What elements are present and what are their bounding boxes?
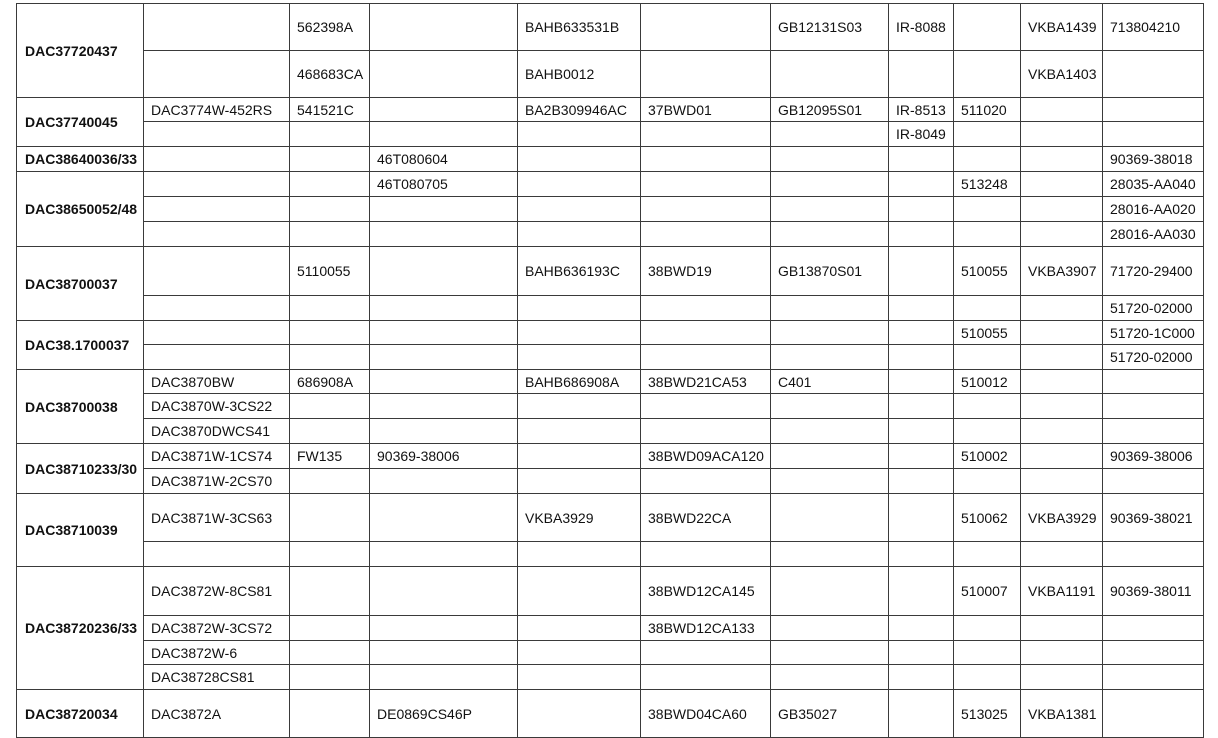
table-cell (889, 665, 954, 690)
table-cell (954, 51, 1021, 98)
table-cell (771, 641, 889, 665)
table-cell: 510012 (954, 370, 1021, 394)
table-cell (771, 172, 889, 197)
table-cell (954, 641, 1021, 665)
table-cell (370, 4, 518, 51)
table-cell: DAC3870DWCS41 (144, 419, 290, 444)
table-cell: 38BWD09ACA120 (641, 444, 771, 469)
table-cell: 541521C (290, 98, 370, 122)
table-row (17, 172, 1204, 197)
table-cell: VKBA1403 (1021, 51, 1103, 98)
table-cell (771, 122, 889, 147)
table-cell (641, 321, 771, 345)
table-cell (290, 122, 370, 147)
table-cell: 90369-38006 (1103, 444, 1204, 469)
table-row (17, 616, 1204, 641)
table-cell: 46T080604 (370, 147, 518, 172)
table-cell (290, 494, 370, 542)
table-cell (641, 122, 771, 147)
table-cell: 562398A (290, 4, 370, 51)
table-cell (771, 51, 889, 98)
table-cell: 38BWD19 (641, 247, 771, 296)
table-cell (1021, 321, 1103, 345)
table-cell: 90369-38018 (1103, 147, 1204, 172)
table-cell: DAC38728CS81 (144, 665, 290, 690)
table-cell (290, 567, 370, 616)
table-cell: 28016-AA030 (1103, 222, 1204, 247)
table-cell (641, 51, 771, 98)
table-cell (889, 469, 954, 494)
table-cell (889, 641, 954, 665)
table-cell (370, 394, 518, 419)
table-cell (771, 444, 889, 469)
table-cell (290, 222, 370, 247)
table-cell (889, 321, 954, 345)
table-cell (954, 147, 1021, 172)
table-cell (889, 444, 954, 469)
table-cell: 511020 (954, 98, 1021, 122)
table-cell (144, 51, 290, 98)
table-cell (290, 665, 370, 690)
table-cell (518, 567, 641, 616)
table-cell: 510055 (954, 247, 1021, 296)
table-cell (771, 296, 889, 321)
table-cell (1021, 542, 1103, 567)
table-cell (290, 172, 370, 197)
table-cell (1103, 616, 1204, 641)
table-cell (144, 4, 290, 51)
table-cell (370, 469, 518, 494)
table-cell (290, 394, 370, 419)
table-cell (771, 665, 889, 690)
table-row (17, 247, 1204, 296)
table-cell: DAC3871W-2CS70 (144, 469, 290, 494)
table-cell: 510055 (954, 321, 1021, 345)
table-row (17, 394, 1204, 419)
table-cell (518, 665, 641, 690)
table-cell: BAHB686908A (518, 370, 641, 394)
part-number-cell: DAC38710233/30 (17, 444, 144, 494)
table-cell (954, 222, 1021, 247)
table-cell: VKBA1439 (1021, 4, 1103, 51)
table-cell (771, 419, 889, 444)
table-cell (290, 616, 370, 641)
table-cell (518, 616, 641, 641)
table-cell: 5110055 (290, 247, 370, 296)
table-cell (1021, 641, 1103, 665)
table-cell (370, 247, 518, 296)
table-cell (370, 345, 518, 370)
table-cell (641, 222, 771, 247)
table-cell (1021, 296, 1103, 321)
table-cell (370, 567, 518, 616)
table-cell: VKBA3929 (518, 494, 641, 542)
table-cell (370, 370, 518, 394)
table-row (17, 222, 1204, 247)
table-cell (370, 665, 518, 690)
table-cell: VKBA1381 (1021, 690, 1103, 738)
table-cell (370, 419, 518, 444)
table-cell (641, 641, 771, 665)
table-cell (954, 419, 1021, 444)
table-cell (954, 616, 1021, 641)
table-cell: GB13870S01 (771, 247, 889, 296)
table-cell (889, 616, 954, 641)
table-cell (1103, 469, 1204, 494)
table-cell (290, 321, 370, 345)
part-number-cell: DAC37740045 (17, 98, 144, 147)
table-cell: 90369-38006 (370, 444, 518, 469)
table-cell: 37BWD01 (641, 98, 771, 122)
table-cell (370, 542, 518, 567)
table-row (17, 321, 1204, 345)
table-cell (889, 51, 954, 98)
table-cell (290, 197, 370, 222)
table-cell (1021, 665, 1103, 690)
table-cell (889, 197, 954, 222)
table-cell: 51720-1C000 (1103, 321, 1204, 345)
table-cell (641, 197, 771, 222)
table-cell: 46T080705 (370, 172, 518, 197)
table-cell (518, 690, 641, 738)
table-cell: 38BWD04CA60 (641, 690, 771, 738)
table-cell: IR-8088 (889, 4, 954, 51)
table-cell (889, 296, 954, 321)
table-cell (641, 469, 771, 494)
table-cell: 510002 (954, 444, 1021, 469)
table-cell (290, 419, 370, 444)
part-number-cell: DAC38720236/33 (17, 567, 144, 690)
table-cell (518, 641, 641, 665)
table-row (17, 147, 1204, 172)
table-cell (954, 345, 1021, 370)
table-cell (518, 394, 641, 419)
table-cell (144, 247, 290, 296)
table-cell (889, 690, 954, 738)
table-cell (889, 419, 954, 444)
table-cell: DAC3871W-1CS74 (144, 444, 290, 469)
table-cell (370, 321, 518, 345)
table-cell: IR-8049 (889, 122, 954, 147)
table-cell: FW135 (290, 444, 370, 469)
table-cell: 28016-AA020 (1103, 197, 1204, 222)
table-cell: 38BWD12CA133 (641, 616, 771, 641)
part-number-cell: DAC38710039 (17, 494, 144, 567)
table-cell (641, 172, 771, 197)
table-cell (771, 321, 889, 345)
table-cell (370, 98, 518, 122)
part-number-cell: DAC37720437 (17, 4, 144, 98)
table-cell (889, 567, 954, 616)
part-number-cell: DAC38.1700037 (17, 321, 144, 370)
table-cell: 513025 (954, 690, 1021, 738)
table-cell: 28035-AA040 (1103, 172, 1204, 197)
table-cell (370, 222, 518, 247)
table-row (17, 345, 1204, 370)
table-cell (889, 542, 954, 567)
table-cell: VKBA3907 (1021, 247, 1103, 296)
table-cell (1021, 370, 1103, 394)
table-row (17, 51, 1204, 98)
table-cell (370, 494, 518, 542)
table-cell (771, 542, 889, 567)
table-cell (641, 345, 771, 370)
table-cell (1103, 641, 1204, 665)
table-cell (889, 370, 954, 394)
table-cell (518, 345, 641, 370)
table-cell (518, 469, 641, 494)
table-cell: 51720-02000 (1103, 345, 1204, 370)
table-cell (144, 197, 290, 222)
table-cell: DE0869CS46P (370, 690, 518, 738)
table-cell (1021, 222, 1103, 247)
table-cell: 510062 (954, 494, 1021, 542)
table-cell (1021, 122, 1103, 147)
part-number-cell: DAC38700038 (17, 370, 144, 444)
table-cell (954, 197, 1021, 222)
table-row (17, 494, 1204, 542)
table-row (17, 690, 1204, 738)
table-cell (1021, 419, 1103, 444)
table-cell (1021, 394, 1103, 419)
table-cell (771, 345, 889, 370)
table-cell (144, 172, 290, 197)
table-cell (518, 222, 641, 247)
table-cell: GB12131S03 (771, 4, 889, 51)
table-cell: BAHB633531B (518, 4, 641, 51)
table-row (17, 122, 1204, 147)
table-row (17, 98, 1204, 122)
table-cell (1103, 98, 1204, 122)
table-cell (889, 222, 954, 247)
table-cell (518, 172, 641, 197)
table-cell (1021, 197, 1103, 222)
table-cell (518, 419, 641, 444)
table-cell (1021, 172, 1103, 197)
table-cell (1021, 444, 1103, 469)
table-cell: DAC3870W-3CS22 (144, 394, 290, 419)
table-cell: 510007 (954, 567, 1021, 616)
table-cell: DAC3871W-3CS63 (144, 494, 290, 542)
table-cell (954, 394, 1021, 419)
table-cell (370, 51, 518, 98)
table-cell (771, 616, 889, 641)
table-cell (290, 469, 370, 494)
table-cell (518, 147, 641, 172)
table-cell (954, 665, 1021, 690)
part-number-cell: DAC38650052/48 (17, 172, 144, 247)
table-cell (771, 567, 889, 616)
table-cell (771, 394, 889, 419)
table-cell (1103, 665, 1204, 690)
table-cell: DAC3774W-452RS (144, 98, 290, 122)
table-cell (771, 147, 889, 172)
table-cell (144, 222, 290, 247)
table-cell (954, 542, 1021, 567)
table-cell (641, 542, 771, 567)
table-cell: GB12095S01 (771, 98, 889, 122)
table-cell (1103, 690, 1204, 738)
table-cell: 468683CA (290, 51, 370, 98)
table-cell (290, 690, 370, 738)
table-cell (1103, 122, 1204, 147)
table-cell (518, 542, 641, 567)
part-number-cell: DAC38640036/33 (17, 147, 144, 172)
table-cell: 513248 (954, 172, 1021, 197)
table-row (17, 469, 1204, 494)
table-cell (1021, 345, 1103, 370)
table-cell (889, 345, 954, 370)
table-cell (518, 122, 641, 147)
table-cell (370, 641, 518, 665)
table-cell: C401 (771, 370, 889, 394)
table-row (17, 444, 1204, 469)
table-cell (641, 4, 771, 51)
table-cell (641, 296, 771, 321)
table-cell (518, 197, 641, 222)
table-cell (1021, 147, 1103, 172)
table-row (17, 4, 1204, 51)
table-row (17, 567, 1204, 616)
table-cell (954, 469, 1021, 494)
table-cell (290, 345, 370, 370)
table-cell: 90369-38011 (1103, 567, 1204, 616)
table-cell (370, 122, 518, 147)
table-cell (1021, 469, 1103, 494)
table-cell: 38BWD21CA53 (641, 370, 771, 394)
table-cell (889, 172, 954, 197)
table-cell (144, 542, 290, 567)
table-cell (518, 444, 641, 469)
table-cell (370, 616, 518, 641)
table-cell: DAC3872W-6 (144, 641, 290, 665)
part-number-cell: DAC38720034 (17, 690, 144, 738)
table-cell (889, 494, 954, 542)
part-number-cell: DAC38700037 (17, 247, 144, 321)
table-cell: 686908A (290, 370, 370, 394)
table-cell: BAHB636193C (518, 247, 641, 296)
table-row (17, 296, 1204, 321)
table-cell (1103, 419, 1204, 444)
table-cell (370, 197, 518, 222)
table-cell: 90369-38021 (1103, 494, 1204, 542)
table-cell (144, 147, 290, 172)
table-cell (290, 296, 370, 321)
table-cell (889, 247, 954, 296)
table-cell (954, 296, 1021, 321)
table-cell (144, 345, 290, 370)
table-cell: 71720-29400 (1103, 247, 1204, 296)
table-cell (641, 419, 771, 444)
table-row (17, 665, 1204, 690)
table-cell (1103, 394, 1204, 419)
table-row (17, 542, 1204, 567)
table-cell: 38BWD12CA145 (641, 567, 771, 616)
table-cell (144, 321, 290, 345)
table-row (17, 641, 1204, 665)
table-cell (290, 542, 370, 567)
table-cell (144, 296, 290, 321)
table-cell: GB35027 (771, 690, 889, 738)
table-cell (641, 147, 771, 172)
table-cell (889, 147, 954, 172)
table-cell: IR-8513 (889, 98, 954, 122)
table-cell (518, 321, 641, 345)
table-cell (954, 122, 1021, 147)
table-cell: DAC3872W-3CS72 (144, 616, 290, 641)
table-cell (1103, 542, 1204, 567)
table-row (17, 419, 1204, 444)
table-cell: BA2B309946AC (518, 98, 641, 122)
table-cell (889, 394, 954, 419)
table-cell (1021, 616, 1103, 641)
table-cell (290, 147, 370, 172)
table-row (17, 370, 1204, 394)
table-cell (370, 296, 518, 321)
table-cell: 51720-02000 (1103, 296, 1204, 321)
bearing-cross-reference-table (16, 3, 1204, 738)
table-cell (518, 296, 641, 321)
table-cell: DAC3870BW (144, 370, 290, 394)
table-row (17, 197, 1204, 222)
table-cell (290, 641, 370, 665)
table-cell (771, 494, 889, 542)
table-cell (1021, 98, 1103, 122)
table-cell: VKBA3929 (1021, 494, 1103, 542)
table-cell: 38BWD22CA (641, 494, 771, 542)
table-cell (1103, 51, 1204, 98)
table-cell (954, 4, 1021, 51)
table-cell (771, 469, 889, 494)
table-cell (641, 394, 771, 419)
table-cell: DAC3872A (144, 690, 290, 738)
table-cell (771, 222, 889, 247)
table-cell: 713804210 (1103, 4, 1204, 51)
table-cell: DAC3872W-8CS81 (144, 567, 290, 616)
table-cell: VKBA1191 (1021, 567, 1103, 616)
table-cell: BAHB0012 (518, 51, 641, 98)
table-cell (771, 197, 889, 222)
table-cell (1103, 370, 1204, 394)
table-cell (641, 665, 771, 690)
table-cell (144, 122, 290, 147)
